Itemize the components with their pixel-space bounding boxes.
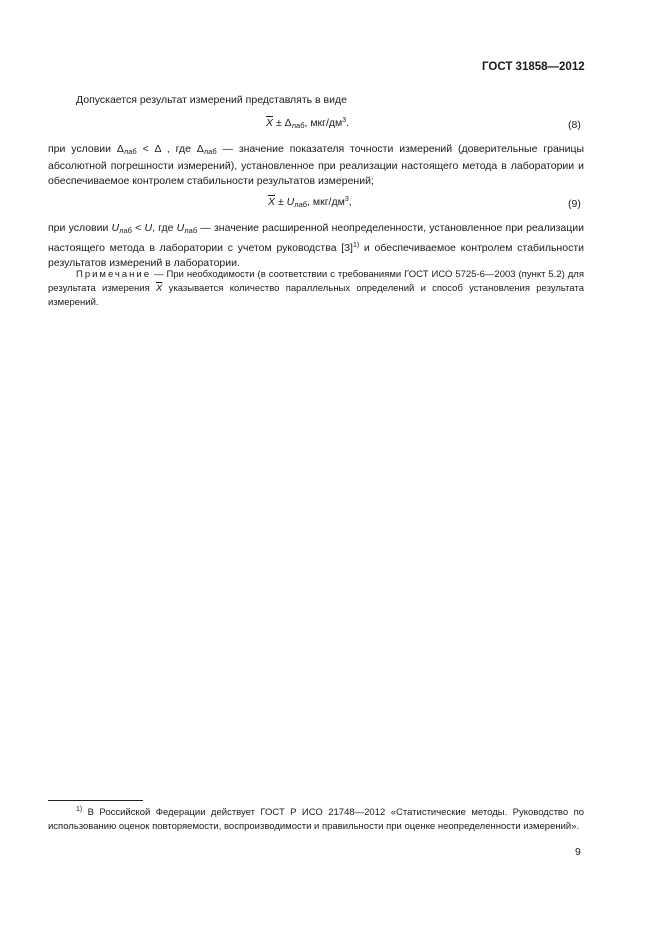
unit-exponent: 3 <box>344 196 349 203</box>
text-fragment: и обеспечиваемое контролем стабильности результатов измерений в лаборатории. <box>48 242 584 269</box>
note-label: Примечание <box>76 269 151 280</box>
text-fragment: — значение расширенной неопределенности, установленное при реализации настоящего метода в лаборатории с учетом руководства [3] <box>48 222 585 254</box>
intro-text: Допускается результат измерений представлять в виде <box>76 94 347 106</box>
equation-number-8: (8) <box>568 119 581 131</box>
note-text: — При необходимости (в соответствии с требованиями ГОСТ ИСО 5725-6—2003 (пункт 5.2) для результата измерения <box>48 269 584 294</box>
document-code: ГОСТ 31858—2012 <box>482 61 585 73</box>
lab-subscript: лаб <box>184 226 198 235</box>
x-mean-symbol: $\overline{X}$ <box>156 283 163 294</box>
footnote-separator <box>48 800 143 801</box>
u-symbol: U <box>176 222 185 234</box>
lab-subscript: лаб <box>119 226 132 235</box>
plus-minus-sign: ± <box>275 117 282 129</box>
text-fragment: — значение показателя точности измерений (доверительные границы абсолютной погрешности измерений), установленное при реализации настоящего метода в лаборатории и обеспечиваемое контролем стабильности результатов измерений; <box>48 143 585 187</box>
lab-subscript: лаб <box>294 200 308 209</box>
u-symbol: U <box>286 196 295 208</box>
x-mean-symbol: $\overline{X}$ <box>268 196 276 208</box>
footnote <box>48 803 584 834</box>
equation-number-9: (9) <box>568 198 581 210</box>
paragraph-condition-9 <box>48 221 584 271</box>
lab-subscript: лаб <box>123 147 137 156</box>
text-fragment: < <box>131 222 145 234</box>
text-fragment: при условии <box>48 143 117 155</box>
delta-symbol: Δ <box>196 143 204 155</box>
unit-text: , мкг/дм <box>304 117 343 129</box>
text-fragment: , где <box>152 222 177 234</box>
u-symbol: U <box>111 222 120 234</box>
lab-subscript: лаб <box>291 121 305 130</box>
unit-text: , мкг/дм <box>307 196 345 208</box>
plus-minus-sign: ± <box>277 196 284 208</box>
lab-subscript: лаб <box>203 147 217 156</box>
footnote-marker: 1) <box>76 806 83 813</box>
unit-exponent: 3 <box>342 117 347 124</box>
u-symbol: U <box>144 222 153 234</box>
footnote-text: В Российской Федерации действует ГОСТ Р ИСО 21748—2012 «Статистические методы. Руководство по использованию оценок повторяемости, воспроизводимости и правильности при оценке неопределенности измерений». <box>48 807 584 832</box>
text-fragment: при условии <box>48 222 112 234</box>
paragraph-condition-8 <box>48 142 584 189</box>
formula-tail: , <box>348 196 352 208</box>
formula-tail: . <box>346 117 350 129</box>
formula-9 <box>268 196 352 209</box>
formula-8 <box>266 117 349 130</box>
footnote-reference[interactable]: 1) <box>352 242 360 249</box>
delta-symbol: Δ <box>284 117 292 129</box>
page-number: 9 <box>575 846 581 858</box>
delta-symbol: Δ <box>116 143 124 155</box>
x-mean-symbol: $\overline{X}$ <box>266 117 274 129</box>
note-text: указывается количество параллельных определений и способ установления результата измерений. <box>48 283 584 308</box>
note-block <box>48 268 584 310</box>
text-fragment: < Δ , где <box>136 143 197 155</box>
